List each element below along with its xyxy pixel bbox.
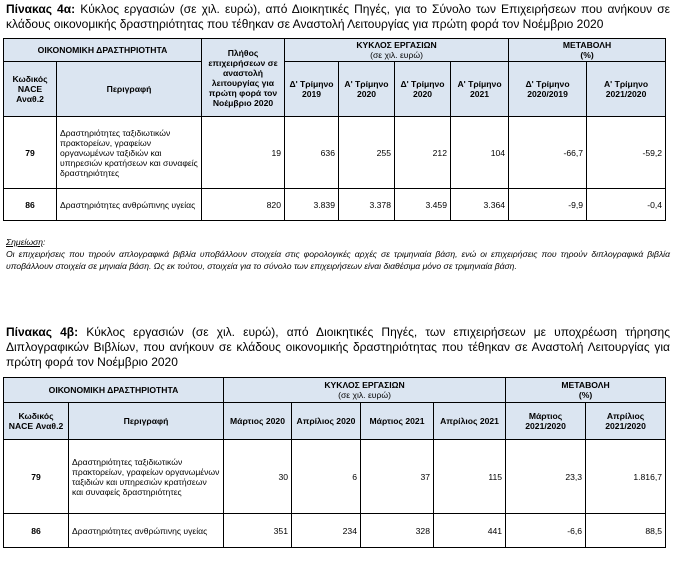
table-row (4, 189, 666, 221)
value-cell: 37 (361, 440, 434, 514)
note (6, 236, 670, 272)
note-title: Σημείωση (6, 237, 43, 247)
description-cell: Δραστηριότητες ανθρώπινης υγείας (57, 189, 202, 221)
value-cell: 104 (451, 117, 509, 189)
table-a-header-change (509, 39, 666, 62)
change-cell: -6,6 (506, 514, 586, 548)
count-cell: 19 (202, 117, 285, 189)
table-b-header-period: Απρίλιος 2020 (292, 403, 361, 440)
description-cell: Δραστηριότητες ανθρώπινης υγείας (69, 514, 224, 548)
change-cell: -0,4 (587, 189, 666, 221)
change-cell: 1.816,7 (586, 440, 666, 514)
table-a-header-change-period: Δ' Τρίμηνο 2020/2019 (509, 62, 587, 117)
value-cell: 441 (434, 514, 506, 548)
table-b-header-period: Απρίλιος 2021 (434, 403, 506, 440)
change-cell: -66,7 (509, 117, 587, 189)
table-b-turnover-unit: (σε χιλ. ευρώ) (338, 390, 391, 400)
table-b-caption (6, 325, 670, 370)
value-cell: 636 (285, 117, 339, 189)
change-cell: -59,2 (587, 117, 666, 189)
table-b-header-desc: Περιγραφή (69, 403, 224, 440)
note-colon: : (42, 237, 46, 247)
table-b-header-turnover (224, 378, 506, 403)
nace-code-cell: 86 (4, 514, 69, 548)
table-a-header-turnover (285, 39, 509, 62)
table-b-header-change-period: Απρίλιος 2021/2020 (586, 403, 666, 440)
table-a-turnover-title: ΚΥΚΛΟΣ ΕΡΓΑΣΙΩΝ (356, 40, 437, 50)
table-b-caption-label: Πίνακας 4β: (6, 325, 79, 339)
table-a (3, 38, 666, 221)
table-a-header-period: Δ' Τρίμηνο 2019 (285, 62, 339, 117)
value-cell: 351 (224, 514, 292, 548)
value-cell: 115 (434, 440, 506, 514)
value-cell: 234 (292, 514, 361, 548)
table-a-header-period: Α' Τρίμηνο 2021 (451, 62, 509, 117)
value-cell: 212 (395, 117, 451, 189)
table-b-header-period: Μάρτιος 2020 (224, 403, 292, 440)
value-cell: 3.364 (451, 189, 509, 221)
table-b-change-title: ΜΕΤΑΒΟΛΗ (561, 380, 610, 390)
table-b-header-activity: ΟΙΚΟΝΟΜΙΚΗ ΔΡΑΣΤΗΡΙΟΤΗΤΑ (4, 378, 224, 403)
table-a-caption-text: Κύκλος εργασιών (σε χιλ. ευρώ), από Διοικητικές Πηγές, για το Σύνολο των Επιχειρήσεων που ανήκουν σε κλάδους οικονομικής δραστηριότητας που τέθηκαν σε Αναστολή Λειτουργίας για πρώτη φορά τον Νοέμβριο 2020 (6, 2, 670, 31)
value-cell: 328 (361, 514, 434, 548)
table-b-header-code: Κωδικός NACE Αναθ.2 (4, 403, 69, 440)
table-b-turnover-title: ΚΥΚΛΟΣ ΕΡΓΑΣΙΩΝ (324, 380, 405, 390)
value-cell: 3.459 (395, 189, 451, 221)
table-b-change-unit: (%) (578, 390, 593, 400)
table-b (3, 377, 666, 548)
table-a-change-title: ΜΕΤΑΒΟΛΗ (562, 40, 612, 50)
table-a-header-count: Πλήθος επιχειρήσεων σε αναστολή λειτουργίας για πρώτη φορά τον Νοέμβριο 2020 (202, 39, 285, 117)
value-cell: 255 (339, 117, 395, 189)
table-row (4, 117, 666, 189)
table-a-header-change-period: Α' Τρίμηνο 2021/2020 (587, 62, 666, 117)
nace-code-cell: 79 (4, 440, 69, 514)
value-cell: 6 (292, 440, 361, 514)
description-cell: Δραστηριότητες ταξιδιωτικών πρακτορείων, γραφείων οργανωμένων ταξιδιών και υπηρεσιών κρατήσεων και συναφείς δραστηριότητες (69, 440, 224, 514)
value-cell: 3.839 (285, 189, 339, 221)
nace-code-cell: 79 (4, 117, 57, 189)
description-cell: Δραστηριότητες ταξιδιωτικών πρακτορείων, γραφείων οργανωμένων ταξιδιών και υπηρεσιών κρατήσεων και συναφείς δραστηριότητες (57, 117, 202, 189)
table-row (4, 440, 666, 514)
nace-code-cell: 86 (4, 189, 57, 221)
note-text: Οι επιχειρήσεις που τηρούν απλογραφικά βιβλία υποβάλλουν στοιχεία στις φορολογικές αρχές σε τριμηνιαία βάση, ενώ οι επιχειρήσεις που τηρούν διπλογραφικά βιβλία υποβάλλουν στοιχεία σε μηνιαία βάση. Ως εκ τούτου, στοιχεία για το σύνολο των επιχειρήσεων είναι διαθέσιμα μόνο σε τριμηνιαία βάση. (6, 249, 670, 271)
table-b-caption-text: Κύκλος εργασιών (σε χιλ. ευρώ), από Διοικητικές Πηγές, των επιχειρήσεων με υποχρέωση τήρησης Διπλογραφικών Βιβλίων, που ανήκουν σε κλάδους οικονομικής δραστηριότητας που τέθηκαν σε Αναστολή Λειτουργίας για πρώτη φορά τον Νοέμβριο 2020 (6, 325, 670, 369)
table-a-header-activity: ΟΙΚΟΝΟΜΙΚΗ ΔΡΑΣΤΗΡΙΟΤΗΤΑ (4, 39, 202, 62)
table-a-header-desc: Περιγραφή (57, 62, 202, 117)
table-b-header-change-period: Μάρτιος 2021/2020 (506, 403, 586, 440)
table-row (4, 514, 666, 548)
change-cell: 23,3 (506, 440, 586, 514)
value-cell: 30 (224, 440, 292, 514)
table-b-header-change (506, 378, 666, 403)
table-a-turnover-unit: (σε χιλ. ευρώ) (370, 50, 423, 60)
change-cell: 88,5 (586, 514, 666, 548)
value-cell: 3.378 (339, 189, 395, 221)
change-cell: -9,9 (509, 189, 587, 221)
table-a-caption-label: Πίνακας 4α: (6, 2, 76, 16)
table-a-header-code: Κωδικός NACE Αναθ.2 (4, 62, 57, 117)
table-a-caption (6, 2, 670, 32)
table-a-header-period: Δ' Τρίμηνο 2020 (395, 62, 451, 117)
table-a-change-unit: (%) (580, 50, 594, 60)
table-b-header-period: Μάρτιος 2021 (361, 403, 434, 440)
count-cell: 820 (202, 189, 285, 221)
table-a-header-period: Α' Τρίμηνο 2020 (339, 62, 395, 117)
